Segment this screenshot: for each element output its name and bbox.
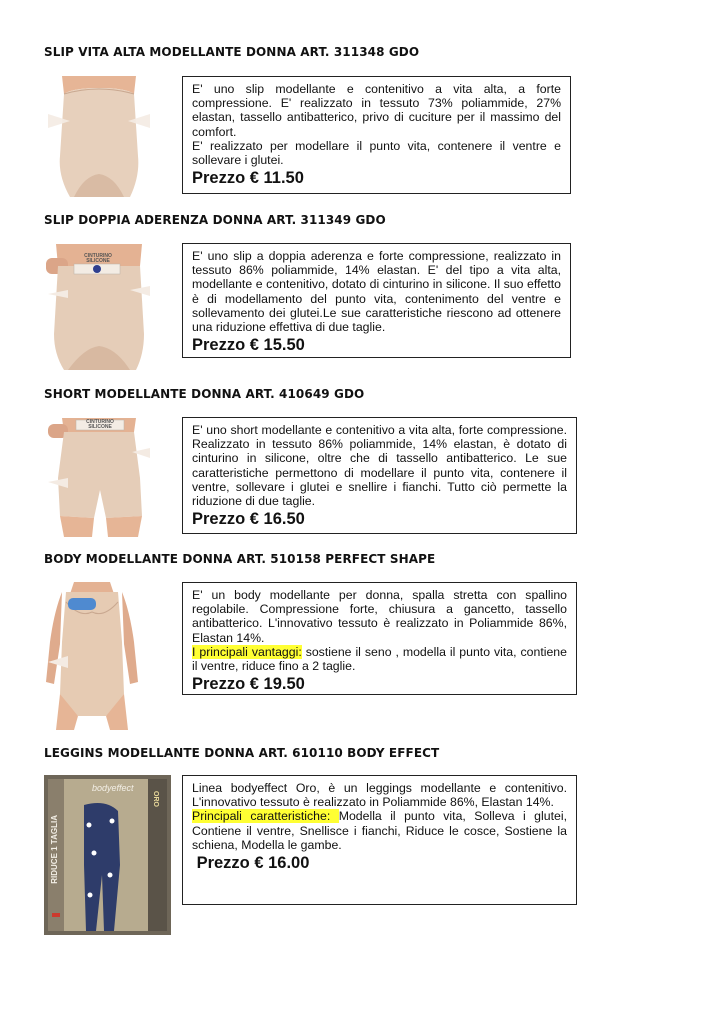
- product-description-box: [182, 417, 577, 534]
- product-title: BODY MODELLANTE DONNA ART. 510158 PERFECT SHAPE: [44, 552, 436, 566]
- product-description: E' un body modellante per donna, spalla stretta con spallino regolabile. Compressione forte, chiusura a gancetto, tassello antibatterico. L'innovativo tessuto è realizzato in Poliammide 86%, Elastan 14%.: [192, 588, 567, 645]
- highlighted-label: I principali vantaggi:: [192, 644, 302, 659]
- product-price: Prezzo € 16.50: [192, 510, 305, 529]
- product-description-secondary: sostiene il seno , modella il punto vita, contiene il ventre, riduce fino a 2 taglie.: [192, 644, 567, 674]
- package-side-text: RIDUCE 1 TAGLIA: [50, 815, 59, 884]
- product-price: Prezzo € 19.50: [192, 675, 305, 694]
- product-photo: [44, 418, 154, 537]
- product-photo: [44, 582, 140, 730]
- product-description: E' uno short modellante e contenitivo a vita alta, forte compressione. Realizzato in tessuto 86% poliammide, 14% elastan, è dotato di cinturino in silicone, oltre che di tassello antibatterico. Le sue caratteristiche permettono di modellare il punto vita, contenere il ventre, sollevare i glutei e snellire i fianchi. Tutto ciò permette la riduzione di due taglie.: [192, 423, 567, 509]
- package-tag: ORO: [152, 791, 159, 807]
- highlighted-label: Principali caratteristiche:: [192, 809, 339, 824]
- product-title: LEGGINS MODELLANTE DONNA ART. 610110 BODY EFFECT: [44, 746, 440, 760]
- product-price: Prezzo € 15.50: [192, 336, 305, 355]
- product-price: Prezzo € 16.00: [192, 854, 310, 873]
- product-description-box: [182, 243, 571, 358]
- product-title: SLIP VITA ALTA MODELLANTE DONNA ART. 311348 GDO: [44, 45, 420, 59]
- product-description: E' uno slip modellante e contenitivo a vita alta, a forte compressione. E' realizzato in tessuto 73% poliammide, 27% elastan, tassello antibatterico, privo di cuciture per il massimo del comfort.: [192, 82, 561, 139]
- product-description: Linea bodyeffect Oro, è un leggings modellante e contenitivo. L'innovativo tessuto è realizzato in Poliammide 86%, Elastan 14%.: [192, 781, 567, 810]
- product-price: Prezzo € 11.50: [192, 169, 304, 188]
- product-description-box: [182, 582, 577, 695]
- photo-label: CINTURINO SILICONE: [84, 253, 112, 264]
- product-description-box: [182, 775, 577, 905]
- product-description-secondary: E' realizzato per modellare il punto vita, contenere il ventre e sollevare i glutei.: [192, 138, 561, 168]
- product-description-box: [182, 76, 571, 194]
- product-photo: [44, 76, 154, 197]
- product-photo: [44, 244, 154, 370]
- product-photo: [44, 775, 171, 935]
- product-title: SHORT MODELLANTE DONNA ART. 410649 GDO: [44, 387, 365, 401]
- product-description-secondary: Modella il punto vita, Solleva i glutei, Contiene il ventre, Snellisce i fianchi, Riduce le cosce, Sostiene la schiena, Modella le gambe.: [192, 809, 567, 852]
- product-description: E' uno slip a doppia aderenza e forte compressione, realizzato in tessuto 86% poliammide, 14% elastan. E' del tipo a vita alta, modellante e contenitivo, dotato di cinturino in silicone. Il suo effetto è di modellamento del punto vita, contenimento del ventre e sollevamento dei glutei.Le sue caratteristiche riescono ad ottenere una riduzione effettiva di due taglie.: [192, 249, 561, 335]
- photo-label: CINTURINO SILICONE: [86, 419, 114, 430]
- package-brand: bodyeffect: [92, 783, 134, 793]
- product-title: SLIP DOPPIA ADERENZA DONNA ART. 311349 GDO: [44, 213, 386, 227]
